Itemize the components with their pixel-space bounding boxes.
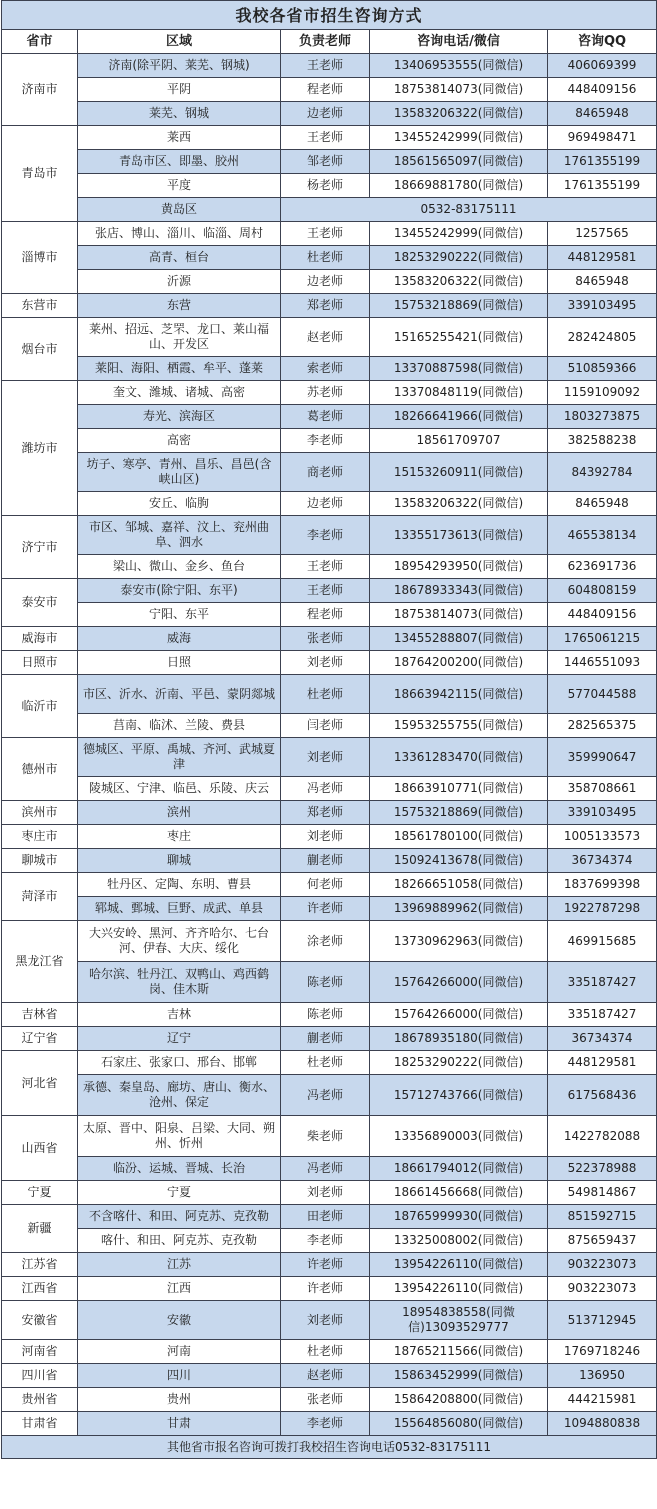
table-row: [2, 1116, 657, 1157]
teacher-cell: 何老师: [281, 873, 370, 897]
teacher-cell: 闫老师: [281, 714, 370, 738]
city-cell: 临沂市: [2, 675, 78, 738]
phone-cell: 18561709707: [370, 429, 548, 453]
teacher-cell: 刘老师: [281, 1181, 370, 1205]
city-cell: 山西省: [2, 1116, 78, 1181]
city-cell: 济宁市: [2, 516, 78, 579]
city-cell: 甘肃省: [2, 1412, 78, 1436]
teacher-cell: 边老师: [281, 492, 370, 516]
qq-cell: 1422782088: [548, 1116, 657, 1157]
teacher-cell: 边老师: [281, 270, 370, 294]
phone-cell: 13406953555(同微信): [370, 54, 548, 78]
teacher-cell: 杜老师: [281, 246, 370, 270]
table-row: [2, 78, 657, 102]
qq-cell: 136950: [548, 1364, 657, 1388]
phone-cell: 15863452999(同微信): [370, 1364, 548, 1388]
city-cell: 江苏省: [2, 1253, 78, 1277]
area-cell: 威海: [78, 627, 281, 651]
qq-cell: 469915685: [548, 921, 657, 962]
qq-cell: 549814867: [548, 1181, 657, 1205]
phone-cell: 18266641966(同微信): [370, 405, 548, 429]
phone-cell: 18678935180(同微信): [370, 1027, 548, 1051]
qq-cell: 8465948: [548, 492, 657, 516]
phone-cell: 15165255421(同微信): [370, 318, 548, 357]
qq-cell: 1257565: [548, 222, 657, 246]
area-cell: 高密: [78, 429, 281, 453]
qq-cell: 382588238: [548, 429, 657, 453]
city-cell: 宁夏: [2, 1181, 78, 1205]
area-cell: 安丘、临朐: [78, 492, 281, 516]
table-row: [2, 825, 657, 849]
teacher-cell: 李老师: [281, 1412, 370, 1436]
teacher-cell: 许老师: [281, 1253, 370, 1277]
phone-cell: 15753218869(同微信): [370, 801, 548, 825]
teacher-cell: 杜老师: [281, 1051, 370, 1075]
city-cell: 聊城市: [2, 849, 78, 873]
qq-cell: 604808159: [548, 579, 657, 603]
table-row: [2, 1412, 657, 1436]
table-row: [2, 1229, 657, 1253]
teacher-cell: 程老师: [281, 78, 370, 102]
phone-cell: 18753814073(同微信): [370, 78, 548, 102]
teacher-cell: 索老师: [281, 357, 370, 381]
qq-cell: 1094880838: [548, 1412, 657, 1436]
qq-cell: 465538134: [548, 516, 657, 555]
qq-cell: 444215981: [548, 1388, 657, 1412]
phone-cell: 18561565097(同微信): [370, 150, 548, 174]
area-cell: 莱阳、海阳、栖霞、牟平、蓬莱: [78, 357, 281, 381]
phone-cell: 18765211566(同微信): [370, 1340, 548, 1364]
teacher-cell: 许老师: [281, 1277, 370, 1301]
teacher-cell: 王老师: [281, 222, 370, 246]
qq-cell: 1922787298: [548, 897, 657, 921]
area-cell: 河南: [78, 1340, 281, 1364]
table-row: [2, 318, 657, 357]
phone-cell: 15764266000(同微信): [370, 1003, 548, 1027]
phone-cell: 13455242999(同微信): [370, 222, 548, 246]
area-cell: 沂源: [78, 270, 281, 294]
table-row: [2, 651, 657, 675]
area-cell: 陵城区、宁津、临邑、乐陵、庆云: [78, 777, 281, 801]
table-row: [2, 603, 657, 627]
area-cell: 承德、秦皇岛、廊坊、唐山、衡水、沧州、保定: [78, 1075, 281, 1116]
phone-cell: 18765999930(同微信): [370, 1205, 548, 1229]
area-cell: 市区、沂水、沂南、平邑、蒙阴郯城: [78, 675, 281, 714]
qq-cell: 448129581: [548, 246, 657, 270]
qq-cell: 522378988: [548, 1157, 657, 1181]
header-row: [2, 30, 657, 54]
table-row: [2, 1003, 657, 1027]
teacher-cell: 李老师: [281, 429, 370, 453]
qq-cell: 282565375: [548, 714, 657, 738]
table-row: [2, 921, 657, 962]
qq-cell: 359990647: [548, 738, 657, 777]
phone-cell: 18561780100(同微信): [370, 825, 548, 849]
area-cell: 临汾、运城、晋城、长治: [78, 1157, 281, 1181]
area-cell: 青岛市区、即墨、胶州: [78, 150, 281, 174]
phone-cell: 13969889962(同微信): [370, 897, 548, 921]
area-cell: 大兴安岭、黑河、齐齐哈尔、七台河、伊春、大庆、绥化: [78, 921, 281, 962]
header-city: 省市: [2, 30, 78, 54]
area-cell: 坊子、寒亭、青州、昌乐、昌邑(含峡山区): [78, 453, 281, 492]
qq-cell: 339103495: [548, 801, 657, 825]
qq-cell: 358708661: [548, 777, 657, 801]
qq-cell: 406069399: [548, 54, 657, 78]
qq-cell: 36734374: [548, 849, 657, 873]
area-cell: 甘肃: [78, 1412, 281, 1436]
phone-cell: 15712743766(同微信): [370, 1075, 548, 1116]
area-cell: 枣庄: [78, 825, 281, 849]
table-row: [2, 1181, 657, 1205]
phone-cell: 13583206322(同微信): [370, 102, 548, 126]
city-cell: 烟台市: [2, 318, 78, 381]
qq-cell: 84392784: [548, 453, 657, 492]
qq-cell: 1005133573: [548, 825, 657, 849]
table-row: [2, 492, 657, 516]
phone-cell: 18753814073(同微信): [370, 603, 548, 627]
table-row: [2, 1364, 657, 1388]
teacher-cell: 蒯老师: [281, 849, 370, 873]
table-row: [2, 429, 657, 453]
qq-cell: 510859366: [548, 357, 657, 381]
qq-cell: 8465948: [548, 270, 657, 294]
area-cell: 江西: [78, 1277, 281, 1301]
qq-cell: 36734374: [548, 1027, 657, 1051]
city-cell: 江西省: [2, 1277, 78, 1301]
teacher-cell: 葛老师: [281, 405, 370, 429]
phone-cell: 15953255755(同微信): [370, 714, 548, 738]
area-cell: 宁夏: [78, 1181, 281, 1205]
table-row: [2, 357, 657, 381]
qq-cell: 448129581: [548, 1051, 657, 1075]
area-cell: 平阴: [78, 78, 281, 102]
table-row: [2, 405, 657, 429]
area-cell: 贵州: [78, 1388, 281, 1412]
city-cell: 滨州市: [2, 801, 78, 825]
phone-cell: 15092413678(同微信): [370, 849, 548, 873]
teacher-cell: 商老师: [281, 453, 370, 492]
area-cell: 平度: [78, 174, 281, 198]
phone-cell: 18954838558(同微信)13093529777: [370, 1301, 548, 1340]
city-cell: 潍坊市: [2, 381, 78, 516]
table-row: [2, 849, 657, 873]
teacher-cell: 刘老师: [281, 1301, 370, 1340]
phone-cell: 18661456668(同微信): [370, 1181, 548, 1205]
area-cell: 泰安市(除宁阳、东平): [78, 579, 281, 603]
phone-cell: 13583206322(同微信): [370, 270, 548, 294]
teacher-cell: 邹老师: [281, 150, 370, 174]
city-cell: 泰安市: [2, 579, 78, 627]
area-cell: 莱西: [78, 126, 281, 150]
phone-cell: 18661794012(同微信): [370, 1157, 548, 1181]
area-cell: 安徽: [78, 1301, 281, 1340]
table-row: [2, 675, 657, 714]
teacher-cell: 郑老师: [281, 801, 370, 825]
table-row: [2, 897, 657, 921]
area-cell: 宁阳、东平: [78, 603, 281, 627]
area-cell: 不含喀什、和田、阿克苏、克孜勒: [78, 1205, 281, 1229]
table-row: [2, 174, 657, 198]
table-row: [2, 627, 657, 651]
area-cell: 太原、晋中、阳泉、吕梁、大同、朔州、忻州: [78, 1116, 281, 1157]
table-row: [2, 1205, 657, 1229]
area-cell: 郓城、鄄城、巨野、成武、单县: [78, 897, 281, 921]
contact-table-body: [2, 54, 657, 1436]
table-row: [2, 270, 657, 294]
teacher-cell: 郑老师: [281, 294, 370, 318]
area-cell: 吉林: [78, 1003, 281, 1027]
teacher-cell: 程老师: [281, 603, 370, 627]
table-row: [2, 738, 657, 777]
area-cell: 市区、邹城、嘉祥、汶上、兖州曲阜、泗水: [78, 516, 281, 555]
city-cell: 河北省: [2, 1051, 78, 1116]
table-row: [2, 1301, 657, 1340]
phone-cell: 18663942115(同微信): [370, 675, 548, 714]
qq-cell: 577044588: [548, 675, 657, 714]
area-cell: 日照: [78, 651, 281, 675]
qq-cell: 875659437: [548, 1229, 657, 1253]
table-row: [2, 294, 657, 318]
teacher-cell: 李老师: [281, 516, 370, 555]
teacher-cell: 赵老师: [281, 1364, 370, 1388]
teacher-cell: 陈老师: [281, 1003, 370, 1027]
phone-cell: 15564856080(同微信): [370, 1412, 548, 1436]
table-row: [2, 246, 657, 270]
admissions-contact-sheet: [1, 0, 656, 1459]
table-title: 我校各省市招生咨询方式: [2, 1, 657, 30]
qq-cell: 969498471: [548, 126, 657, 150]
city-cell: 黑龙江省: [2, 921, 78, 1003]
area-cell: 牡丹区、定陶、东明、曹县: [78, 873, 281, 897]
city-cell: 河南省: [2, 1340, 78, 1364]
qq-cell: 513712945: [548, 1301, 657, 1340]
area-cell: 莱州、招远、芝罘、龙口、莱山福山、开发区: [78, 318, 281, 357]
city-cell: 济南市: [2, 54, 78, 126]
phone-cell: 13361283470(同微信): [370, 738, 548, 777]
area-cell: 张店、博山、淄川、临淄、周村: [78, 222, 281, 246]
area-cell: 滨州: [78, 801, 281, 825]
city-cell: 青岛市: [2, 126, 78, 222]
phone-cell: 15864208800(同微信): [370, 1388, 548, 1412]
table-row: [2, 381, 657, 405]
phone-cell: 13455242999(同微信): [370, 126, 548, 150]
qq-cell: 1761355199: [548, 150, 657, 174]
qq-cell: 1765061215: [548, 627, 657, 651]
qq-cell: 335187427: [548, 1003, 657, 1027]
teacher-cell: 王老师: [281, 555, 370, 579]
table-row: [2, 801, 657, 825]
teacher-cell: 苏老师: [281, 381, 370, 405]
table-row: [2, 777, 657, 801]
qq-cell: 335187427: [548, 962, 657, 1003]
phone-cell: 18669881780(同微信): [370, 174, 548, 198]
city-cell: 新疆: [2, 1205, 78, 1253]
phone-cell: 13583206322(同微信): [370, 492, 548, 516]
city-cell: 四川省: [2, 1364, 78, 1388]
area-cell: 石家庄、张家口、邢台、邯郸: [78, 1051, 281, 1075]
qq-cell: 1159109092: [548, 381, 657, 405]
city-cell: 淄博市: [2, 222, 78, 294]
phone-cell: 15153260911(同微信): [370, 453, 548, 492]
qq-cell: 1803273875: [548, 405, 657, 429]
teacher-cell: 蒯老师: [281, 1027, 370, 1051]
header-phone: 咨询电话/微信: [370, 30, 548, 54]
teacher-cell: 张老师: [281, 1388, 370, 1412]
teacher-cell: 田老师: [281, 1205, 370, 1229]
table-row: [2, 1388, 657, 1412]
table-row: [2, 102, 657, 126]
area-cell: 聊城: [78, 849, 281, 873]
qq-cell: 448409156: [548, 603, 657, 627]
city-cell: 菏泽市: [2, 873, 78, 921]
qq-cell: 339103495: [548, 294, 657, 318]
qq-cell: 8465948: [548, 102, 657, 126]
merged-phone-cell: 0532-83175111: [281, 198, 657, 222]
table-row: [2, 126, 657, 150]
teacher-cell: 杨老师: [281, 174, 370, 198]
city-cell: 安徽省: [2, 1301, 78, 1340]
city-cell: 日照市: [2, 651, 78, 675]
table-row: [2, 714, 657, 738]
qq-cell: 903223073: [548, 1253, 657, 1277]
table-row: [2, 150, 657, 174]
table-row: [2, 1340, 657, 1364]
qq-cell: 448409156: [548, 78, 657, 102]
teacher-cell: 王老师: [281, 126, 370, 150]
table-row: [2, 516, 657, 555]
table-row: [2, 1075, 657, 1116]
table-row: [2, 453, 657, 492]
footer-note: 其他省市报名咨询可拨打我校招生咨询电话0532-83175111: [2, 1436, 657, 1459]
teacher-cell: 柴老师: [281, 1116, 370, 1157]
table-row: [2, 1253, 657, 1277]
area-cell: 四川: [78, 1364, 281, 1388]
phone-cell: 13370848119(同微信): [370, 381, 548, 405]
area-cell: 济南(除平阴、莱芜、钢城): [78, 54, 281, 78]
teacher-cell: 冯老师: [281, 777, 370, 801]
qq-cell: 1769718246: [548, 1340, 657, 1364]
table-row: [2, 198, 657, 222]
city-cell: 辽宁省: [2, 1027, 78, 1051]
header-qq: 咨询QQ: [548, 30, 657, 54]
qq-cell: 1446551093: [548, 651, 657, 675]
area-cell: 哈尔滨、牡丹江、双鸭山、鸡西鹤岗、佳木斯: [78, 962, 281, 1003]
teacher-cell: 杜老师: [281, 1340, 370, 1364]
phone-cell: 13325008002(同微信): [370, 1229, 548, 1253]
teacher-cell: 杜老师: [281, 675, 370, 714]
qq-cell: 1837699398: [548, 873, 657, 897]
qq-cell: 851592715: [548, 1205, 657, 1229]
table-row: [2, 1157, 657, 1181]
phone-cell: 15764266000(同微信): [370, 962, 548, 1003]
phone-cell: 15753218869(同微信): [370, 294, 548, 318]
area-cell: 辽宁: [78, 1027, 281, 1051]
phone-cell: 13356890003(同微信): [370, 1116, 548, 1157]
area-cell: 黄岛区: [78, 198, 281, 222]
table-row: [2, 962, 657, 1003]
phone-cell: 18764200200(同微信): [370, 651, 548, 675]
teacher-cell: 李老师: [281, 1229, 370, 1253]
area-cell: 高青、桓台: [78, 246, 281, 270]
header-teacher: 负责老师: [281, 30, 370, 54]
teacher-cell: 涂老师: [281, 921, 370, 962]
teacher-cell: 王老师: [281, 54, 370, 78]
table-row: [2, 222, 657, 246]
teacher-cell: 陈老师: [281, 962, 370, 1003]
phone-cell: 18663910771(同微信): [370, 777, 548, 801]
phone-cell: 18266651058(同微信): [370, 873, 548, 897]
city-cell: 德州市: [2, 738, 78, 801]
area-cell: 寿光、滨海区: [78, 405, 281, 429]
qq-cell: 282424805: [548, 318, 657, 357]
table-row: [2, 579, 657, 603]
qq-cell: 623691736: [548, 555, 657, 579]
area-cell: 梁山、微山、金乡、鱼台: [78, 555, 281, 579]
phone-cell: 18954293950(同微信): [370, 555, 548, 579]
qq-cell: 903223073: [548, 1277, 657, 1301]
area-cell: 德城区、平原、禹城、齐河、武城夏津: [78, 738, 281, 777]
table-row: [2, 54, 657, 78]
area-cell: 莒南、临沭、兰陵、费县: [78, 714, 281, 738]
city-cell: 东营市: [2, 294, 78, 318]
area-cell: 奎文、潍城、诸城、高密: [78, 381, 281, 405]
city-cell: 枣庄市: [2, 825, 78, 849]
qq-cell: 617568436: [548, 1075, 657, 1116]
area-cell: 江苏: [78, 1253, 281, 1277]
city-cell: 吉林省: [2, 1003, 78, 1027]
phone-cell: 13954226110(同微信): [370, 1277, 548, 1301]
table-row: [2, 1277, 657, 1301]
contact-table: [1, 0, 657, 1459]
teacher-cell: 刘老师: [281, 651, 370, 675]
city-cell: 贵州省: [2, 1388, 78, 1412]
teacher-cell: 王老师: [281, 579, 370, 603]
area-cell: 喀什、和田、阿克苏、克孜勒: [78, 1229, 281, 1253]
header-area: 区域: [78, 30, 281, 54]
phone-cell: 13730962963(同微信): [370, 921, 548, 962]
table-row: [2, 1027, 657, 1051]
phone-cell: 13355173613(同微信): [370, 516, 548, 555]
phone-cell: 18253290222(同微信): [370, 1051, 548, 1075]
teacher-cell: 边老师: [281, 102, 370, 126]
area-cell: 东营: [78, 294, 281, 318]
phone-cell: 18253290222(同微信): [370, 246, 548, 270]
teacher-cell: 刘老师: [281, 825, 370, 849]
teacher-cell: 冯老师: [281, 1075, 370, 1116]
teacher-cell: 冯老师: [281, 1157, 370, 1181]
phone-cell: 18678933343(同微信): [370, 579, 548, 603]
table-row: [2, 555, 657, 579]
phone-cell: 13370887598(同微信): [370, 357, 548, 381]
city-cell: 威海市: [2, 627, 78, 651]
phone-cell: 13455288807(同微信): [370, 627, 548, 651]
table-row: [2, 873, 657, 897]
table-row: [2, 1051, 657, 1075]
teacher-cell: 刘老师: [281, 738, 370, 777]
qq-cell: 1761355199: [548, 174, 657, 198]
teacher-cell: 许老师: [281, 897, 370, 921]
area-cell: 莱芜、钢城: [78, 102, 281, 126]
teacher-cell: 赵老师: [281, 318, 370, 357]
teacher-cell: 张老师: [281, 627, 370, 651]
phone-cell: 13954226110(同微信): [370, 1253, 548, 1277]
